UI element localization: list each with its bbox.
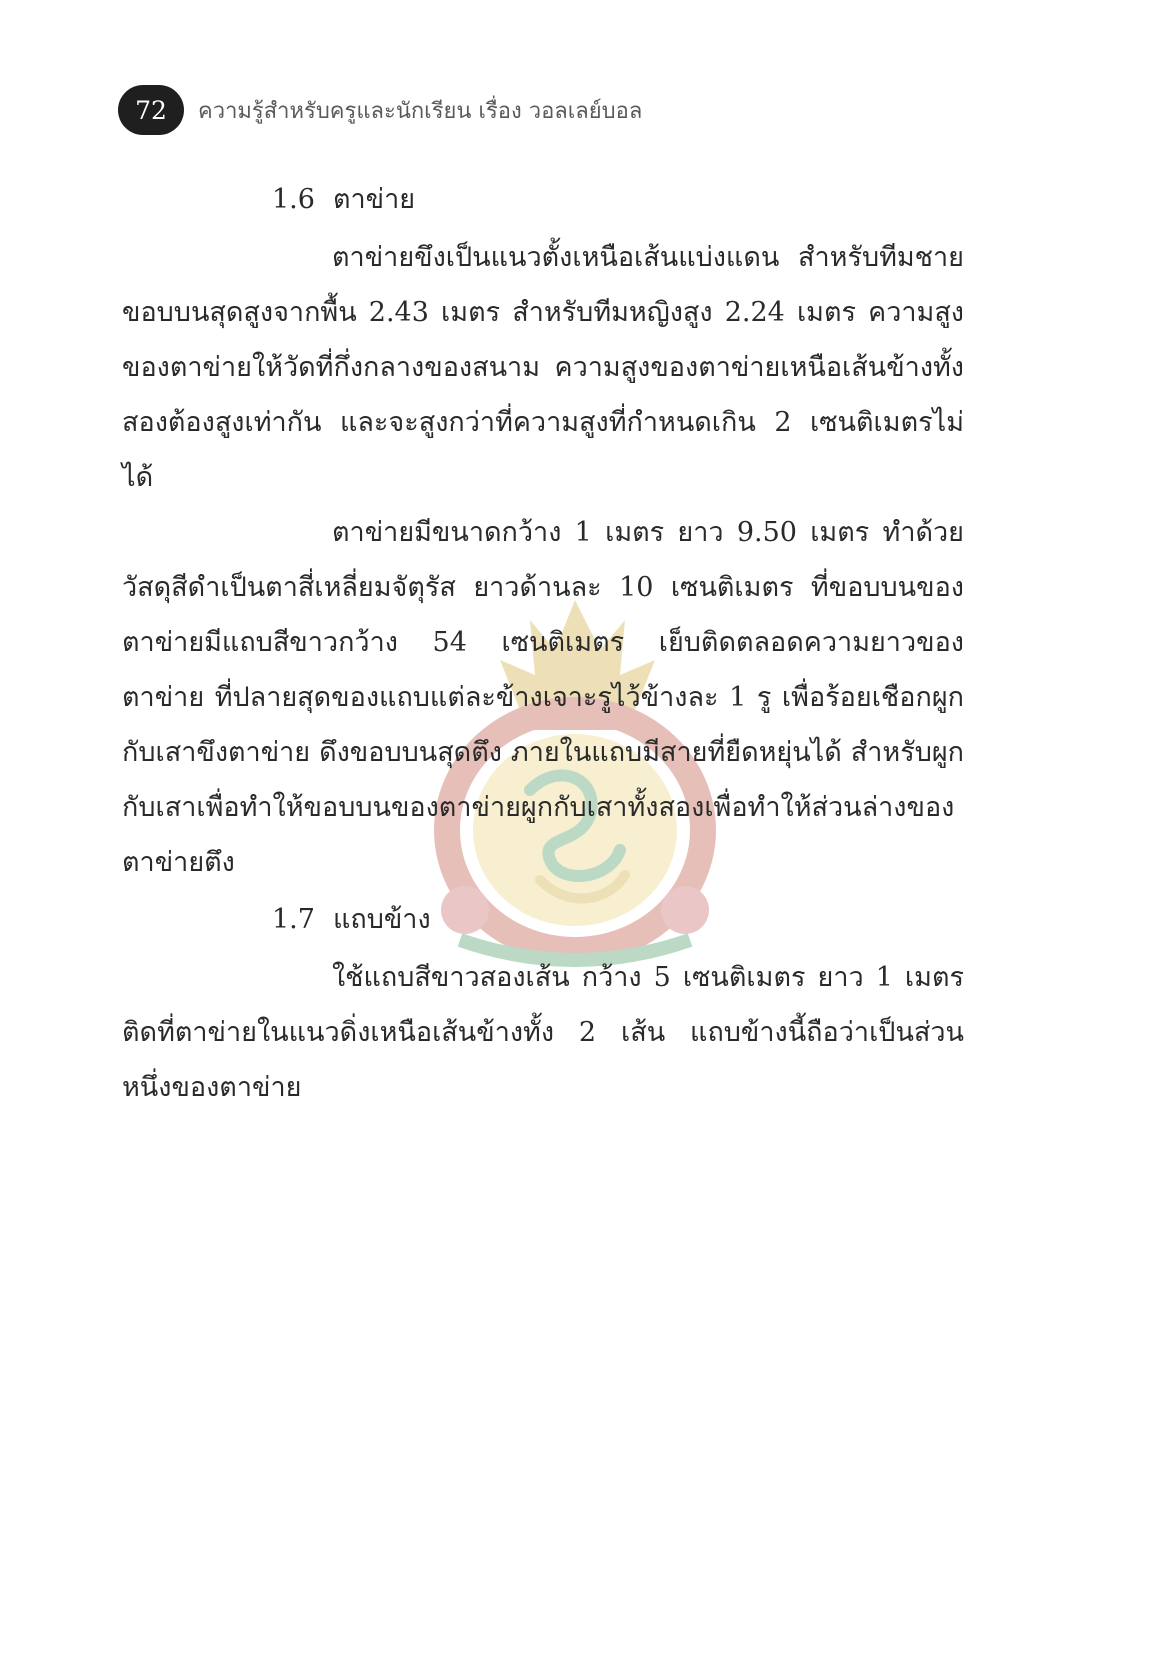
section-heading-1-7 (122, 890, 964, 950)
section-number: 1.6 (272, 184, 315, 215)
paragraph: ตาข่ายมีขนาดกว้าง 1 เมตร ยาว 9.50 เมตร ทำด้วยวัสดุสีดำเป็นตาสี่เหลี่ยมจัตุรัส ยาวด้านละ 10 เซนติเมตร ที่ขอบบนของตาข่ายมีแถบสีขาวกว้าง 54 เซนติเมตร เย็บติดตลอดความยาวของตาข่าย ที่ปลายสุดของแถบแต่ละข้างเจาะรูไว้ข้างละ 1 รู เพื่อร้อยเชือกผูกกับเสาขึงตาข่าย ดึงขอบบนสุดตึง ภายในแถบมีสายที่ยืดหยุ่นได้ สำหรับผูกกับเสาเพื่อทำให้ขอบบนของตาข่ายผูกกับเสาทั้งสองเพื่อทำให้ส่วนล่างของตาข่ายตึง (122, 517, 964, 878)
paragraph: ใช้แถบสีขาวสองเส้น กว้าง 5 เซนติเมตร ยาว 1 เมตร ติดที่ตาข่ายในแนวดิ่งเหนือเส้นข้างทั้ง 2 เส้น แถบข้างนี้ถือว่าเป็นส่วนหนึ่งของตาข่าย (122, 962, 964, 1103)
paragraph: ตาข่ายขึงเป็นแนวตั้งเหนือเส้นแบ่งแดน สำหรับทีมชายขอบบนสุดสูงจากพื้น 2.43 เมตร สำหรับทีมหญิงสูง 2.24 เมตร ความสูงของตาข่ายให้วัดที่กึ่งกลางของสนาม ความสูงของตาข่ายเหนือเส้นข้างทั้งสองต้องสูงเท่ากัน และจะสูงกว่าที่ความสูงที่กำหนดเกิน 2 เซนติเมตรไม่ได้ (122, 242, 964, 493)
section-number: 1.7 (272, 904, 315, 935)
section-title: ตาข่าย (332, 184, 416, 215)
page-body (122, 170, 964, 1115)
running-title: ความรู้สำหรับครูและนักเรียน เรื่อง วอลเลย์บอล (198, 98, 643, 124)
section-heading-1-6 (122, 170, 964, 230)
page-number-badge (118, 85, 184, 135)
page-number: 72 (135, 95, 167, 125)
running-header (118, 84, 642, 136)
section-title: แถบข้าง (332, 904, 431, 935)
